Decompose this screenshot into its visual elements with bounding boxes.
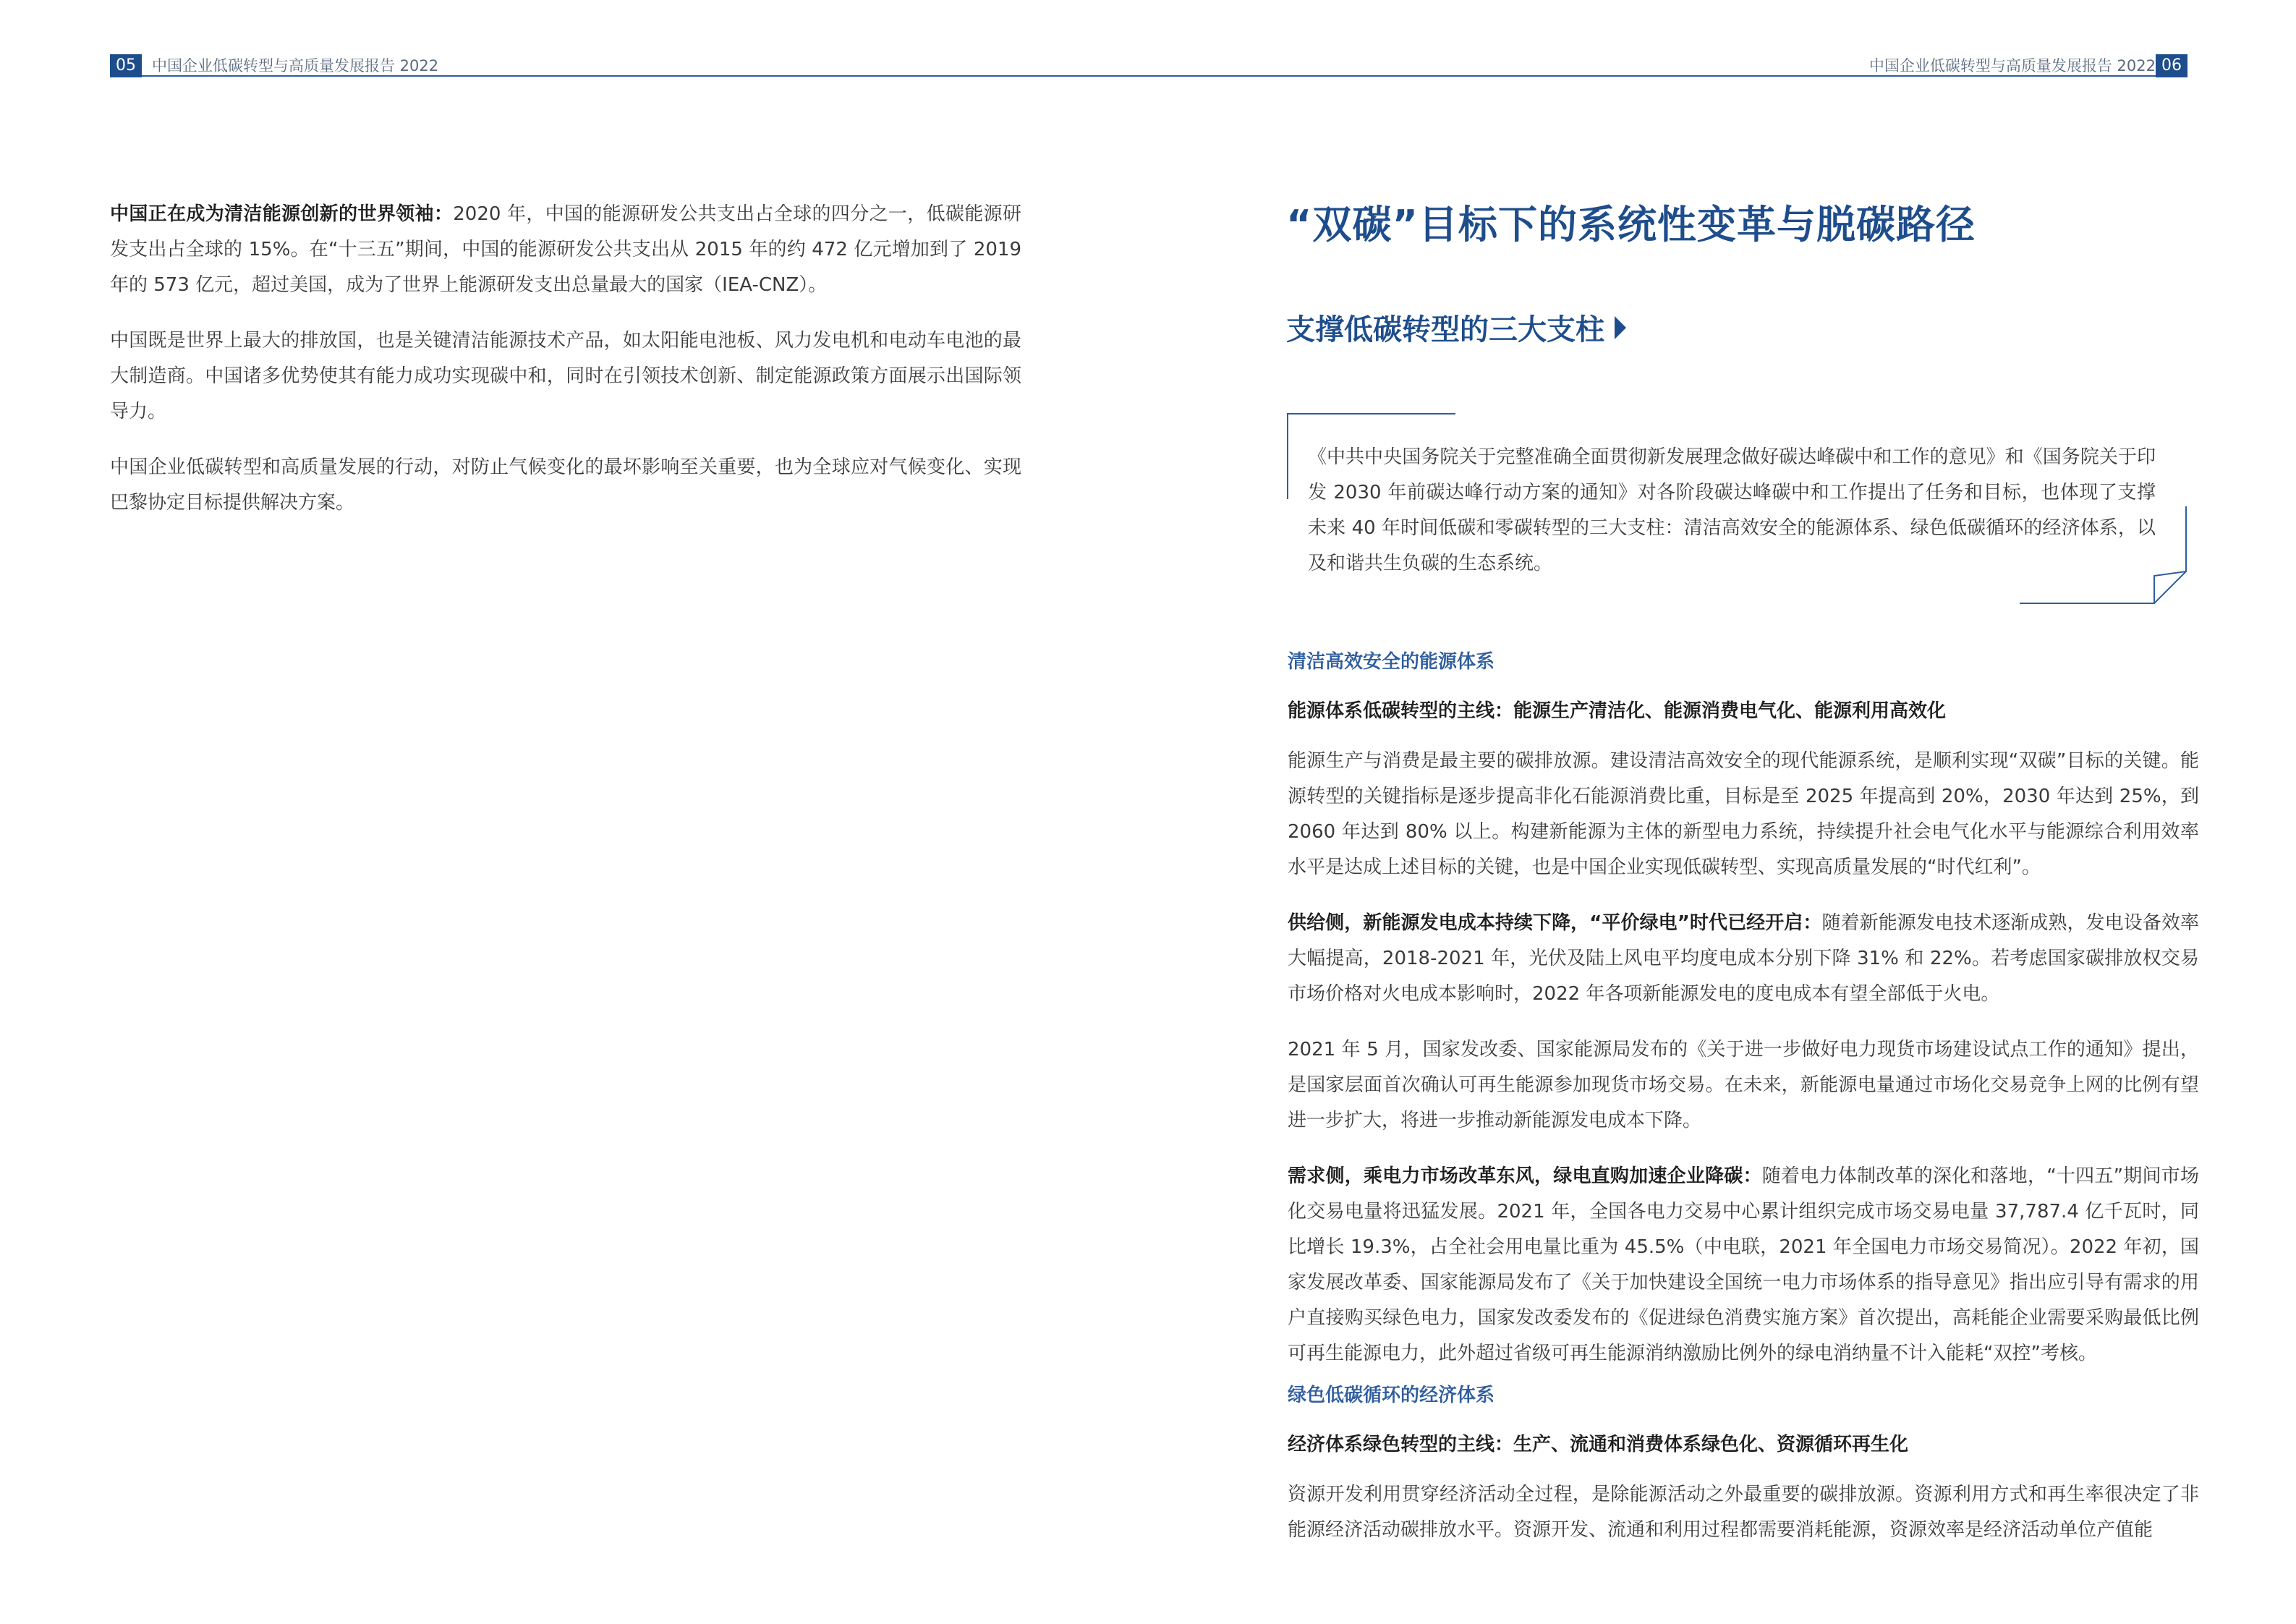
left-page-number: 05 <box>110 54 142 77</box>
right-page-body <box>1288 645 2199 1568</box>
energy-system-heading: 清洁高效安全的能源体系 <box>1288 651 1495 673</box>
section-title-text: 支撑低碳转型的三大支柱 <box>1286 313 1604 347</box>
left-running-title: 中国企业低碳转型与高质量发展报告 2022 <box>152 57 439 75</box>
economy-paragraph-1: 资源开发利用贯穿经济活动全过程，是除能源活动之外最重要的碳排放源。资源利用方式和再生率很决定了非能源经济活动碳排放水平。资源开发、流通和利用过程都需要消耗能源，资源效率是经济活动单位产值能 <box>1288 1484 2199 1541</box>
section-title <box>1286 307 1626 348</box>
energy-paragraph-1: 能源生产与消费是最主要的碳排放源。建设清洁高效安全的现代能源系统，是顺利实现“双碳”目标的关键。能源转型的关键指标是逐步提高非化石能源消费比重，目标是至 2025 年提高到 20%，2030 年达到 25%，到 2060 年达到 80% 以上。构建新能源为主体的新型电力系统，持续提升社会电气化水平与能源综合利用效率水平是达成上述目标的关键，也是中国企业实现低碳转型、实现高质量发展的“时代红利”。 <box>1288 750 2199 878</box>
energy-system-mainline: 能源体系低碳转型的主线：能源生产清洁化、能源消费电气化、能源利用高效化 <box>1288 700 1947 722</box>
left-paragraph-3: 中国企业低碳转型和高质量发展的行动，对防止气候变化的最坏影响至关重要，也为全球应对气候变化、实现巴黎协定目标提供解决方案。 <box>110 456 1021 514</box>
left-paragraph-1 <box>110 197 1021 303</box>
right-running-title: 中国企业低碳转型与高质量发展报告 2022 <box>1868 57 2156 75</box>
left-page-body <box>110 197 1021 541</box>
supply-side-text: 随着新能源发电技术逐渐成熟，发电设备效率大幅提高，2018-2021 年，光伏及陆上风电平均度电成本分别下降 31% 和 22%。若考虑国家碳排放权交易市场价格对火电成本影响时，2022 年各项新能源发电的度电成本有望全部低于火电。 <box>1288 912 2199 1005</box>
right-page-number: 06 <box>2156 54 2187 77</box>
left-p1-lead: 中国正在成为清洁能源创新的世界领袖： <box>110 203 454 225</box>
energy-paragraph-4 <box>1288 1159 2199 1372</box>
energy-paragraph-3: 2021 年 5 月，国家发改委、国家能源局发布的《关于进一步做好电力现货市场建设试点工作的通知》提出，是国家层面首次确认可再生能源参加现货市场交易。在未来，新能源电量通过市场化交易竞争上网的比例有望进一步扩大，将进一步推动新能源发电成本下降。 <box>1288 1039 2199 1131</box>
economy-system-mainline: 经济体系绿色转型的主线：生产、流通和消费体系绿色化、资源循环再生化 <box>1288 1434 1909 1455</box>
play-triangle-icon <box>1615 316 1626 339</box>
supply-side-lead: 供给侧，新能源发电成本持续下降，“平价绿电”时代已经开启： <box>1288 912 1822 934</box>
left-p1-text: 2020 年，中国的能源研发公共支出占全球的四分之一，低碳能源研发支出占全球的 15%。在“十三五”期间，中国的能源研发公共支出从 2015 年的约 472 亿元增加到了 2019 年的 573 亿元，超过美国，成为了世界上能源研发支出总量最大的国家（IEA-CNZ）。 <box>110 203 1021 296</box>
quote-box <box>1286 412 2187 605</box>
quote-text: 《中共中央国务院关于完整准确全面贯彻新发展理念做好碳达峰碳中和工作的意见》和《国务院关于印发 2030 年前碳达峰行动方案的通知》对各阶段碳达峰碳中和工作提出了任务和目标，也体现了支撑未来 40 年时间低碳和零碳转型的三大支柱：清洁高效安全的能源体系、绿色低碳循环的经济体系，以及和谐共生负碳的生态系统。 <box>1308 446 2156 574</box>
demand-side-text: 随着电力体制改革的深化和落地，“十四五”期间市场化交易电量将迅猛发展。2021 年，全国各电力交易中心累计组织完成市场交易电量 37,787.4 亿千瓦时，同比增长 19.3%，占全社会用电量比重为 45.5%（中电联，2021 年全国电力市场交易简况）。2022 年初，国家发展改革委、国家能源局发布了《关于加快建设全国统一电力市场体系的指导意见》指出应引导有需求的用户直接购买绿色电力，国家发改委发布的《促进绿色消费实施方案》首次提出，高耗能企业需要采购最低比例可再生能源电力，此外超过省级可再生能源消纳激励比例外的绿电消纳量不计入能耗“双控”考核。 <box>1288 1165 2199 1364</box>
demand-side-lead: 需求侧，乘电力市场改革东风，绿电直购加速企业降碳： <box>1288 1165 1762 1187</box>
chapter-title: “双碳”目标下的系统性变革与脱碳路径 <box>1286 202 1976 247</box>
left-paragraph-2: 中国既是世界上最大的排放国，也是关键清洁能源技术产品，如太阳能电池板、风力发电机和电动车电池的最大制造商。中国诸多优势使其有能力成功实现碳中和，同时在引领技术创新、制定能源政策方面展示出国际领导力。 <box>110 330 1021 422</box>
economy-system-heading: 绿色低碳循环的经济体系 <box>1288 1385 1495 1406</box>
energy-paragraph-2 <box>1288 906 2199 1012</box>
